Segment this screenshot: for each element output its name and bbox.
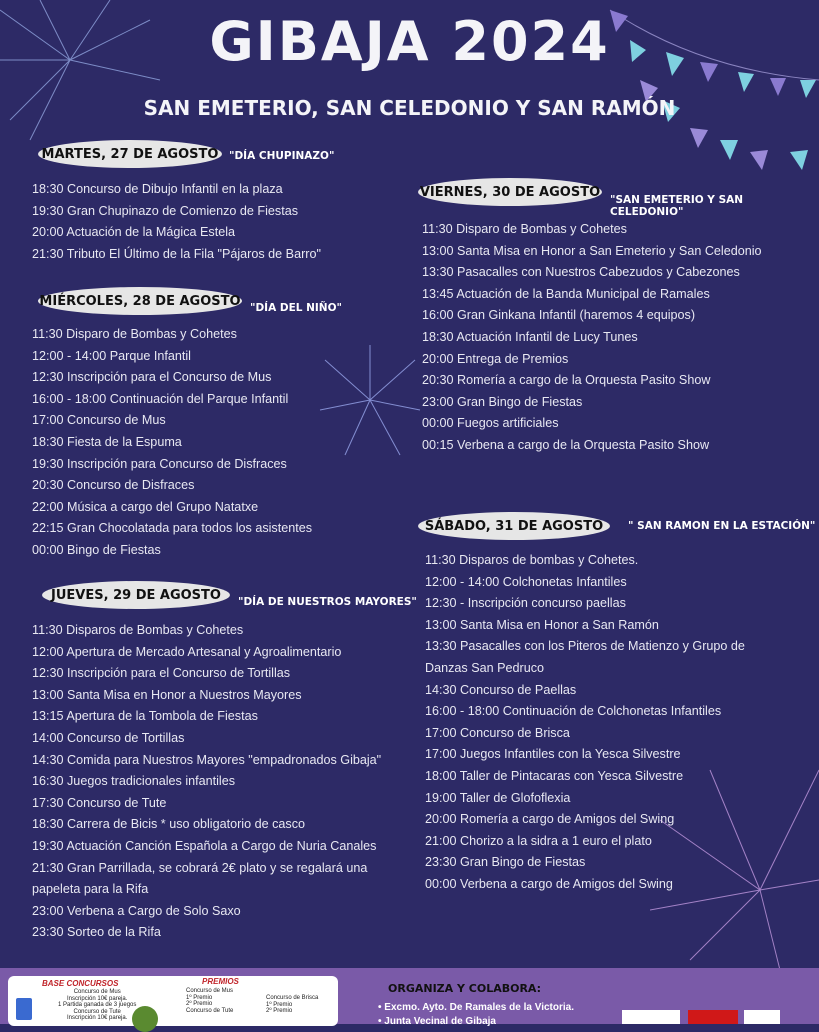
prize-line: 1º Premio (186, 994, 213, 1001)
organiza-title: ORGANIZA Y COLABORA: (388, 982, 542, 995)
event-item: Danzas San Pedruco (425, 660, 545, 675)
event-item: 00:15 Verbena a cargo de la Orquesta Pasito Show (422, 437, 710, 452)
events-martes (32, 179, 321, 265)
event-item: 21:30 Tributo El Último de la Fila "Pájaros de Barro" (32, 246, 321, 261)
day-theme-miercoles: "DÍA DEL NIÑO" (250, 302, 342, 314)
event-item: 16:00 Gran Ginkana Infantil (haremos 4 equipos) (422, 308, 696, 323)
prize-line: Concurso de Brisca (266, 995, 319, 1001)
events-jueves (32, 620, 381, 944)
event-item: 11:30 Disparos de bombas y Cohetes. (425, 553, 639, 567)
event-item: 13:30 Pasacalles con los Piteros de Matienzo y Grupo de (425, 639, 745, 654)
event-item: 16:30 Juegos tradicionales infantiles (32, 774, 236, 789)
prize-line: Concurso de Mus (186, 988, 234, 994)
junta-vecinal-logo (744, 1010, 780, 1024)
event-item: 12:30 - Inscripción concurso paellas (425, 596, 626, 611)
event-item: 14:30 Concurso de Paellas (425, 682, 577, 697)
event-item: 22:15 Gran Chocolatada para todos los asistentes (32, 521, 313, 536)
event-item: 13:45 Actuación de la Banda Municipal de Ramales (422, 286, 710, 301)
event-item: 18:30 Actuación Infantil de Lucy Tunes (422, 329, 638, 344)
poster-title: GIBAJA 2024 (209, 10, 610, 73)
event-item: 19:00 Taller de Glofoflexia (425, 790, 571, 805)
prize-line: 2º Premio (266, 1008, 293, 1014)
prize-line: 2º Premio (186, 1001, 213, 1007)
prizes-title: PREMIOS (202, 977, 239, 986)
day-header-viernes: VIERNES, 30 DE AGOSTO (418, 178, 602, 206)
event-item: 13:00 Santa Misa en Honor a Nuestros Mayores (32, 687, 302, 702)
day-theme-jueves: "DÍA DE NUESTROS MAYORES" (238, 596, 417, 608)
event-item: 13:30 Pasacalles con Nuestros Cabezudos y Cabezones (422, 265, 740, 280)
municipal-crest-logo (622, 1010, 680, 1024)
event-item: 18:30 Concurso de Dibujo Infantil en la plaza (32, 182, 283, 196)
bases-line: Inscripción 10€ pareja. (67, 995, 128, 1002)
event-item: 12:30 Inscripción para el Concurso de Tortillas (32, 666, 291, 681)
event-item: 00:00 Verbena a cargo de Amigos del Swing (425, 876, 673, 891)
day-theme-sabado: " SAN RAMON EN LA ESTACIÓN" (628, 520, 816, 532)
event-item: 20:00 Actuación de la Mágica Estela (32, 225, 236, 240)
event-item: 12:00 - 14:00 Parque Infantil (32, 348, 191, 363)
event-item: 14:00 Concurso de Tortillas (32, 730, 185, 745)
event-item: 17:00 Concurso de Brisca (425, 725, 570, 740)
cantabria-flag-logo (688, 1010, 738, 1024)
prizes-brisca (266, 995, 318, 1015)
day-header-sabado: SÁBADO, 31 DE AGOSTO (418, 512, 610, 540)
event-item: 19:30 Actuación Canción Española a Cargo de Nuria Canales (32, 838, 377, 853)
event-item: 18:30 Fiesta de la Espuma (32, 434, 182, 449)
day-header-miercoles: MIÉRCOLES, 28 DE AGOSTO (38, 287, 242, 315)
event-item: 20:30 Romería a cargo de la Orquesta Pasito Show (422, 373, 711, 388)
event-item: 23:30 Sorteo de la Rifa (32, 925, 161, 940)
prize-line: 1º Premio (266, 1001, 293, 1008)
event-item: 23:30 Gran Bingo de Fiestas (425, 855, 586, 870)
organizer-item: • Excmo. Ayto. De Ramales de la Victoria. (378, 1002, 574, 1013)
bases-line: Concurso de Mus (73, 989, 121, 995)
event-item: 14:30 Comida para Nuestros Mayores "empadronados Gibaja" (32, 752, 382, 767)
events-sabado (425, 550, 745, 896)
event-item: 11:30 Disparo de Bombas y Cohetes (32, 327, 237, 341)
event-item: 22:00 Música a cargo del Grupo Natatxe (32, 499, 259, 514)
day-header-martes: MARTES, 27 DE AGOSTO (38, 140, 222, 168)
bases-title: BASE CONCURSOS (42, 979, 119, 988)
event-item: 12:00 Apertura de Mercado Artesanal y Agroalimentario (32, 644, 342, 659)
event-item: 12:00 - 14:00 Colchonetas Infantiles (425, 574, 627, 589)
day-theme-martes: "DÍA CHUPINAZO" (229, 150, 335, 162)
event-item: 00:00 Bingo de Fiestas (32, 542, 161, 557)
event-item: 17:30 Concurso de Tute (32, 795, 167, 810)
events-viernes (422, 219, 762, 457)
event-item: 13:00 Santa Misa en Honor a San Emeterio y San Celedonio (422, 243, 762, 258)
event-item: 13:00 Santa Misa en Honor a San Ramón (425, 617, 659, 632)
event-item: 21:00 Chorizo a la sidra a 1 euro el plato (425, 833, 652, 848)
bases-text (58, 989, 136, 1022)
event-item: 20:30 Concurso de Disfraces (32, 478, 195, 493)
event-item: 11:30 Disparos de Bombas y Cohetes (32, 623, 244, 637)
event-item: 18:00 Taller de Pintacaras con Yesca Silvestre (425, 768, 684, 783)
event-item: 19:30 Inscripción para Concurso de Disfraces (32, 456, 287, 471)
bases-line: 1 Partida ganada de 3 juegos (58, 1002, 137, 1008)
bases-line: Concurso de Tute (73, 1008, 121, 1015)
events-miercoles (32, 324, 312, 562)
event-item: 17:00 Concurso de Mus (32, 413, 166, 428)
event-item: 21:30 Gran Parrillada, se cobrará 2€ plato y se regalará una (32, 860, 368, 875)
event-item: 17:00 Juegos Infantiles con la Yesca Silvestre (425, 747, 681, 762)
prize-line: Concurso de Tute (186, 1007, 234, 1014)
event-item: 11:30 Disparo de Bombas y Cohetes (422, 222, 627, 236)
event-item: papeleta para la Rifa (32, 882, 149, 897)
cards-icon (16, 998, 32, 1020)
organizer-item: • Junta Vecinal de Gibaja (378, 1016, 496, 1027)
prizes-mus (186, 988, 233, 1014)
event-item: 20:00 Entrega de Premios (422, 351, 569, 366)
day-theme-viernes: "SAN EMETERIO Y SAN CELEDONIO" (610, 194, 744, 218)
event-item: 20:00 Romería a cargo de Amigos del Swing (425, 812, 675, 827)
mus-logo-icon (132, 1006, 158, 1032)
event-item: 16:00 - 18:00 Continuación del Parque Infantil (32, 391, 289, 406)
event-item: 18:30 Carrera de Bicis * uso obligatorio de casco (32, 817, 306, 832)
event-item: 23:00 Verbena a Cargo de Solo Saxo (32, 903, 241, 918)
event-item: 16:00 - 18:00 Continuación de Colchonetas Infantiles (425, 704, 722, 719)
event-item: 19:30 Gran Chupinazo de Comienzo de Fiestas (32, 203, 299, 218)
bases-line: Inscripción 10€ pareja. (67, 1015, 128, 1021)
day-header-jueves: JUEVES, 29 DE AGOSTO (42, 581, 230, 609)
firework-decoration (315, 340, 425, 460)
event-item: 23:00 Gran Bingo de Fiestas (422, 394, 583, 409)
event-item: 00:00 Fuegos artificiales (422, 416, 559, 431)
poster-subtitle: SAN EMETERIO, SAN CELEDONIO Y SAN RAMÓN (143, 96, 676, 120)
contest-info-box (8, 976, 338, 1026)
event-item: 13:15 Apertura de la Tombola de Fiestas (32, 709, 258, 724)
event-item: 12:30 Inscripción para el Concurso de Mus (32, 370, 272, 385)
